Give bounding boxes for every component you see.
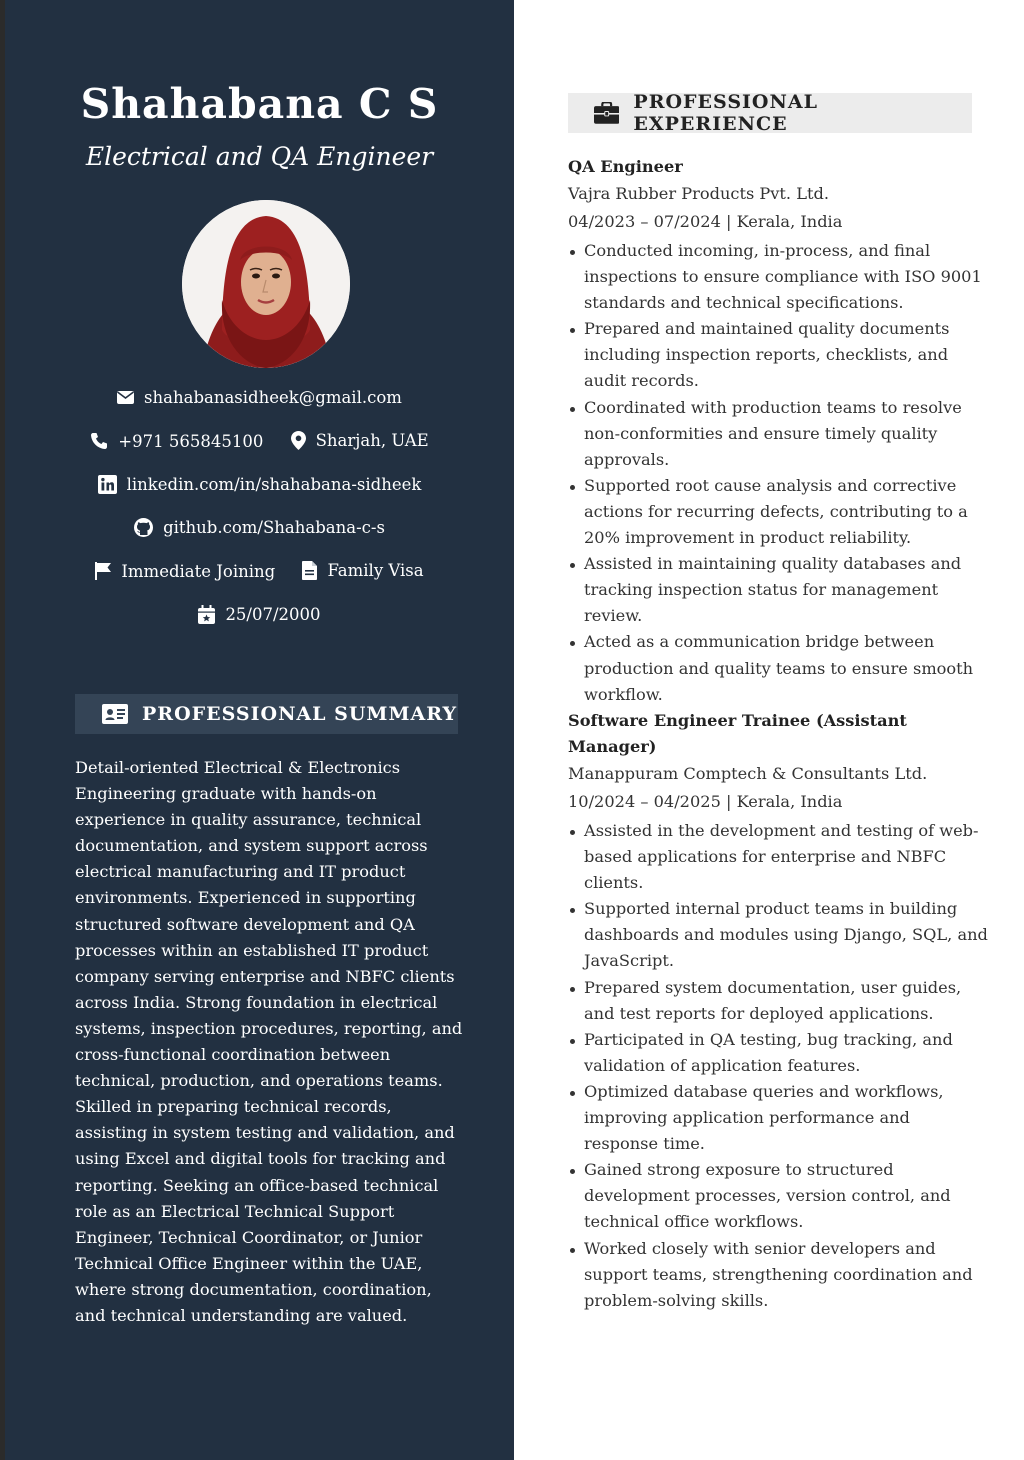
dob-text: 25/07/2000	[225, 605, 321, 624]
job-bullets	[568, 238, 988, 708]
job-bullet: Prepared and maintained quality documents including inspection reports, checklists, and audit records.	[584, 316, 988, 394]
linkedin-item[interactable]	[98, 475, 422, 494]
job-bullet: Assisted in the development and testing of web-based applications for enterprise and NBFC clients.	[584, 818, 988, 896]
visa-item	[302, 561, 423, 580]
briefcase-icon	[594, 102, 619, 124]
summary-heading-text: PROFESSIONAL SUMMARY	[142, 703, 458, 725]
dob-item	[198, 605, 320, 624]
job-dates: 04/2023 – 07/2024 | Kerala, India	[568, 212, 843, 231]
job-bullet: Conducted incoming, in-process, and final inspections to ensure compliance with ISO 9001 standards and technical specifications.	[584, 238, 988, 316]
job-role: Software Engineer Trainee (Assistant Manager)	[568, 711, 907, 756]
flag-icon	[95, 562, 111, 580]
document-icon	[302, 561, 317, 580]
profile-photo	[182, 200, 350, 368]
contact-row-linkedin	[5, 475, 514, 498]
experience-heading-text: PROFESSIONAL EXPERIENCE	[633, 91, 818, 135]
email-item[interactable]	[117, 388, 402, 407]
sidebar	[5, 0, 514, 1460]
job-bullet: Supported root cause analysis and corrective actions for recurring defects, contributing to a 20% improvement in product reliability.	[584, 473, 988, 551]
job-dates: 10/2024 – 04/2025 | Kerala, India	[568, 792, 843, 811]
contact-row-github	[5, 518, 514, 541]
job-bullet: Participated in QA testing, bug tracking, and validation of application features.	[584, 1027, 988, 1079]
linkedin-icon	[98, 475, 117, 494]
phone-text: +971 565845100	[118, 431, 264, 451]
github-icon	[134, 518, 153, 537]
job-bullets	[568, 818, 988, 1314]
github-item[interactable]	[134, 518, 385, 537]
calendar-icon	[198, 605, 215, 624]
location-text: Sharjah, UAE	[315, 431, 429, 450]
envelope-icon	[117, 391, 134, 404]
job-company: Vajra Rubber Products Pvt. Ltd.	[568, 184, 829, 203]
job-entry	[568, 154, 988, 708]
job-bullet: Worked closely with senior developers and support teams, strengthening coordination and problem-solving skills.	[584, 1236, 988, 1314]
map-pin-icon	[291, 431, 306, 450]
experience-heading	[568, 93, 972, 133]
job-bullet: Coordinated with production teams to resolve non-conformities and ensure timely quality approvals.	[584, 395, 988, 473]
job-bullet: Supported internal product teams in building dashboards and modules using Django, SQL, and JavaScript.	[584, 896, 988, 974]
summary-text: Detail-oriented Electrical & Electronics Engineering graduate with hands-on experience in quality assurance, technical documentation, and system support across electrical manufacturing and IT product environments. Experienced in supporting structured software development and QA processes within an established IT product company serving enterprise and NBFC clients across India. Strong foundation in electrical systems, inspection procedures, reporting, and cross-functional coordination between technical, production, and operations teams. Skilled in preparing technical records, assisting in system testing and validation, and using Excel and digital tools for tracking and reporting. Seeking an office-based technical role as an Electrical Technical Support Engineer, Technical Coordinator, or Junior Technical Office Engineer within the UAE, where strong documentation, coordination, and technical understanding are valued.	[75, 758, 463, 1325]
contact-row-email	[5, 388, 514, 408]
candidate-title: Electrical and QA Engineer	[85, 142, 434, 171]
phone-item[interactable]	[90, 432, 263, 451]
job-bullet: Acted as a communication bridge between production and quality teams to ensure smooth workflow.	[584, 629, 988, 707]
job-bullet: Optimized database queries and workflows, improving application performance and response time.	[584, 1079, 988, 1157]
job-bullet: Assisted in maintaining quality databases and tracking inspection status for management review.	[584, 551, 988, 629]
contact-row-dob	[5, 605, 514, 628]
linkedin-text: linkedin.com/in/shahabana-sidheek	[126, 475, 422, 494]
contact-row-availability-visa	[5, 561, 514, 584]
job-bullet: Gained strong exposure to structured development processes, version control, and technical office workflows.	[584, 1157, 988, 1235]
availability-text: Immediate Joining	[121, 561, 276, 581]
summary-heading	[75, 694, 458, 734]
job-entry	[568, 708, 988, 1314]
main-column	[514, 0, 1024, 1460]
contact-row-phone-location	[5, 431, 514, 454]
id-card-icon	[102, 704, 128, 724]
visa-text: Family Visa	[327, 561, 424, 580]
email-text: shahabanasidheek@gmail.com	[144, 388, 402, 407]
github-text: github.com/Shahabana-c-s	[163, 518, 385, 537]
job-company: Manappuram Comptech & Consultants Ltd.	[568, 764, 928, 783]
phone-icon	[90, 432, 108, 450]
location-item	[291, 431, 429, 450]
job-bullet: Prepared system documentation, user guides, and test reports for deployed applications.	[584, 975, 988, 1027]
candidate-name: Shahabana C S	[80, 80, 439, 128]
availability-item	[95, 562, 275, 581]
job-role: QA Engineer	[568, 157, 683, 176]
